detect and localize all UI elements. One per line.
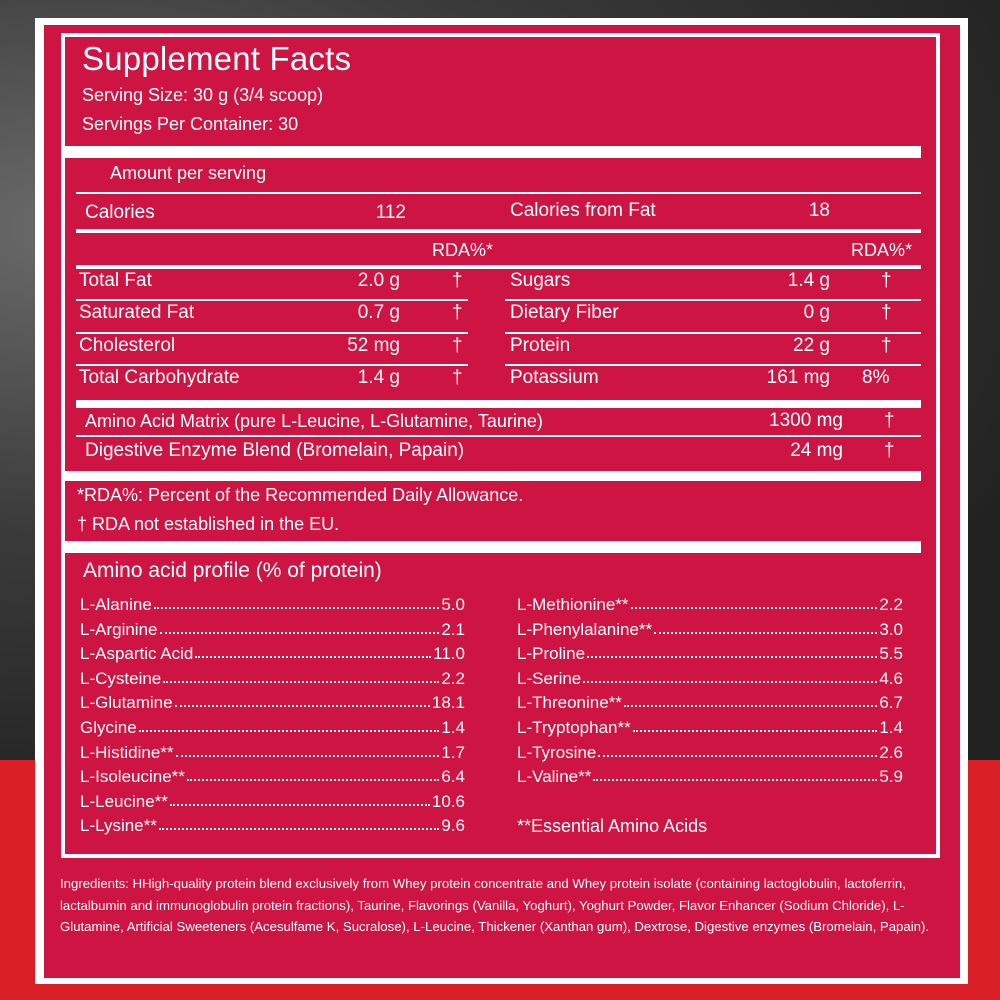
divider — [76, 229, 921, 233]
thick-divider — [65, 471, 921, 481]
blend-amount: 1300 mg — [769, 410, 843, 431]
dot-leader — [160, 632, 440, 634]
nutrient-rda: † — [452, 367, 463, 388]
amino-acid-value: 10.6 — [431, 791, 465, 811]
divider — [76, 364, 468, 366]
amino-acid-name: L-Isoleucine** — [80, 767, 185, 787]
amino-acid-name: L-Arginine — [80, 619, 158, 639]
amino-acid-name: L-Alanine — [80, 595, 152, 614]
amino-acid-value: 18.1 — [431, 693, 465, 713]
blend-amount: 24 mg — [790, 440, 843, 461]
footnote-dagger: † RDA not established in the EU. — [77, 514, 340, 534]
nutrient-rda: † — [452, 335, 463, 356]
amino-acid-value: 2.6 — [879, 742, 903, 762]
amino-acid-row — [80, 714, 465, 738]
amino-acid-value: 5.5 — [879, 644, 903, 664]
nutrient-amount: 161 mg — [766, 367, 830, 388]
amino-acid-name: L-Lysine** — [80, 816, 157, 836]
calories-from-fat-value: 18 — [808, 200, 830, 221]
amino-acid-row — [80, 591, 465, 615]
nutrient-amount: 1.4 g — [357, 367, 400, 388]
amino-profile-title: Amino acid profile (% of protein) — [83, 559, 382, 582]
amino-acid-name: L-Glutamine — [80, 693, 173, 713]
nutrient-name: Potassium — [510, 367, 599, 388]
divider — [76, 192, 921, 194]
divider — [76, 435, 921, 437]
amino-acid-value: 11.0 — [433, 644, 465, 664]
nutrient-rda: † — [881, 335, 892, 356]
dot-leader — [176, 755, 440, 757]
nutrient-rda: † — [452, 302, 463, 323]
nutrient-name: Total Carbohydrate — [79, 367, 240, 388]
thick-divider — [76, 400, 921, 408]
dot-leader — [631, 607, 878, 609]
amino-acid-row — [80, 689, 465, 713]
amino-acid-name: L-Cysteine — [80, 668, 162, 688]
amino-acid-name: L-Tryptophan** — [517, 718, 631, 737]
amino-acid-name: L-Proline — [517, 644, 586, 664]
dot-leader — [598, 755, 877, 757]
amino-acid-row — [517, 763, 903, 787]
amino-acid-name: L-Leucine** — [80, 791, 168, 811]
page-title: Supplement Facts — [82, 40, 352, 77]
nutrient-name: Cholesterol — [79, 335, 176, 356]
amino-acid-value: 1.7 — [441, 742, 465, 762]
blend-rda: † — [884, 410, 895, 431]
amino-acid-row — [80, 739, 465, 763]
nutrient-amount: 22 g — [793, 335, 830, 356]
nutrient-rda: † — [452, 270, 463, 291]
divider — [76, 299, 468, 301]
amino-acid-value: 6.4 — [441, 767, 465, 787]
amount-per-serving: Amount per serving — [110, 163, 267, 183]
amino-acid-value: 5.0 — [441, 595, 465, 614]
dot-leader — [195, 656, 431, 658]
amino-acid-row — [517, 714, 903, 738]
amino-acid-name: Glycine — [80, 718, 137, 737]
nutrient-name: Total Fat — [79, 270, 152, 291]
nutrient-name: Saturated Fat — [79, 302, 195, 323]
thick-divider — [65, 146, 921, 158]
nutrient-amount: 0 g — [803, 302, 830, 323]
amino-acid-name: L-Methionine** — [517, 595, 629, 614]
amino-acid-value: 2.1 — [441, 619, 465, 639]
thick-divider — [65, 541, 921, 553]
dot-leader — [154, 607, 440, 609]
divider — [505, 299, 921, 301]
dot-leader — [633, 730, 878, 732]
dot-leader — [624, 705, 877, 707]
amino-acid-name: L-Threonine** — [517, 693, 622, 713]
amino-acid-value: 1.4 — [441, 718, 465, 737]
amino-acid-row — [80, 665, 465, 689]
amino-acid-row — [80, 763, 465, 787]
amino-acid-row — [517, 739, 903, 763]
calories-label: Calories — [85, 202, 155, 223]
nutrient-amount: 1.4 g — [787, 270, 830, 291]
nutrient-rda: † — [881, 270, 892, 291]
amino-acid-name: L-Tyrosine — [517, 742, 597, 762]
amino-acid-row — [80, 812, 465, 836]
nutrient-rda: 8% — [862, 367, 890, 388]
dot-leader — [163, 681, 439, 683]
amino-acid-name: L-Phenylalanine** — [517, 619, 653, 639]
divider — [505, 364, 921, 366]
amino-acid-row — [80, 616, 465, 640]
amino-acid-value: 4.6 — [879, 668, 903, 688]
amino-acid-name: L-Valine** — [517, 767, 592, 787]
amino-acid-value: 2.2 — [879, 595, 903, 614]
nutrient-name: Protein — [510, 335, 571, 356]
ingredients-text: Ingredients: HHigh-quality protein blend exclusively from Whey protein concentrate and Whey protein isolate (containing lactoglobulin, lactoferrin, lactalbumin and immunoglobulin protein fractions), Taurine, Flavorings (Vanilla, Yoghurt), Yoghurt Powder, Flavor Enhancer (Sodium Chloride), L-Glutamine, Artificial Sweeteners (Acesulfame K, Sucralose), L-Leucine, Thickener (Xanthan gum), Dextrose, Digestive enzymes (Bromelain, Papain). — [60, 876, 930, 934]
amino-acid-value: 5.9 — [879, 767, 903, 787]
blend-name: Digestive Enzyme Blend (Bromelain, Papain) — [85, 440, 465, 461]
amino-acid-row — [517, 591, 903, 615]
dot-leader — [583, 681, 877, 683]
nutrient-rda: † — [881, 302, 892, 323]
dot-leader — [654, 632, 877, 634]
essential-amino-note: **Essential Amino Acids — [517, 816, 708, 836]
amino-acid-name: L-Histidine** — [80, 742, 174, 762]
amino-acid-name: L-Aspartic Acid — [80, 644, 194, 664]
amino-acid-row — [80, 640, 465, 664]
nutrient-amount: 52 mg — [347, 335, 400, 356]
amino-acid-value: 3.0 — [879, 619, 903, 639]
blend-name: Amino Acid Matrix (pure L-Leucine, L-Glutamine, Taurine) — [85, 411, 543, 431]
nutrient-amount: 2.0 g — [357, 270, 400, 291]
amino-acid-value: 2.2 — [441, 668, 465, 688]
servings-per-container: Servings Per Container: 30 — [82, 114, 299, 134]
amino-acid-value: 9.6 — [441, 816, 465, 836]
blend-rda: † — [884, 440, 895, 461]
footnote-rda: *RDA%: Percent of the Recommended Daily Allowance. — [77, 485, 524, 505]
serving-size: Serving Size: 30 g (3/4 scoop) — [82, 85, 324, 105]
amino-acid-name: L-Serine — [517, 668, 582, 688]
divider — [76, 332, 468, 334]
rda-header-right: RDA%* — [851, 240, 913, 260]
dot-leader — [587, 656, 877, 658]
amino-acid-row — [517, 665, 903, 689]
dot-leader — [139, 730, 440, 732]
dot-leader — [159, 828, 440, 830]
amino-acid-value: 6.7 — [879, 693, 903, 713]
amino-acid-value: 1.4 — [879, 718, 903, 737]
calories-from-fat-label: Calories from Fat — [510, 200, 656, 221]
divider — [76, 265, 921, 269]
dot-leader — [175, 705, 430, 707]
dot-leader — [170, 804, 430, 806]
nutrient-amount: 0.7 g — [357, 302, 400, 323]
calories-value: 112 — [375, 202, 406, 223]
amino-acid-row — [80, 788, 465, 812]
dot-leader — [593, 779, 877, 781]
nutrient-name: Sugars — [510, 270, 571, 291]
divider — [505, 332, 921, 334]
amino-acid-row — [517, 616, 903, 640]
nutrient-name: Dietary Fiber — [510, 302, 619, 323]
dot-leader — [187, 779, 439, 781]
amino-acid-row — [517, 640, 903, 664]
rda-header-left: RDA%* — [432, 240, 494, 260]
amino-acid-row — [517, 689, 903, 713]
